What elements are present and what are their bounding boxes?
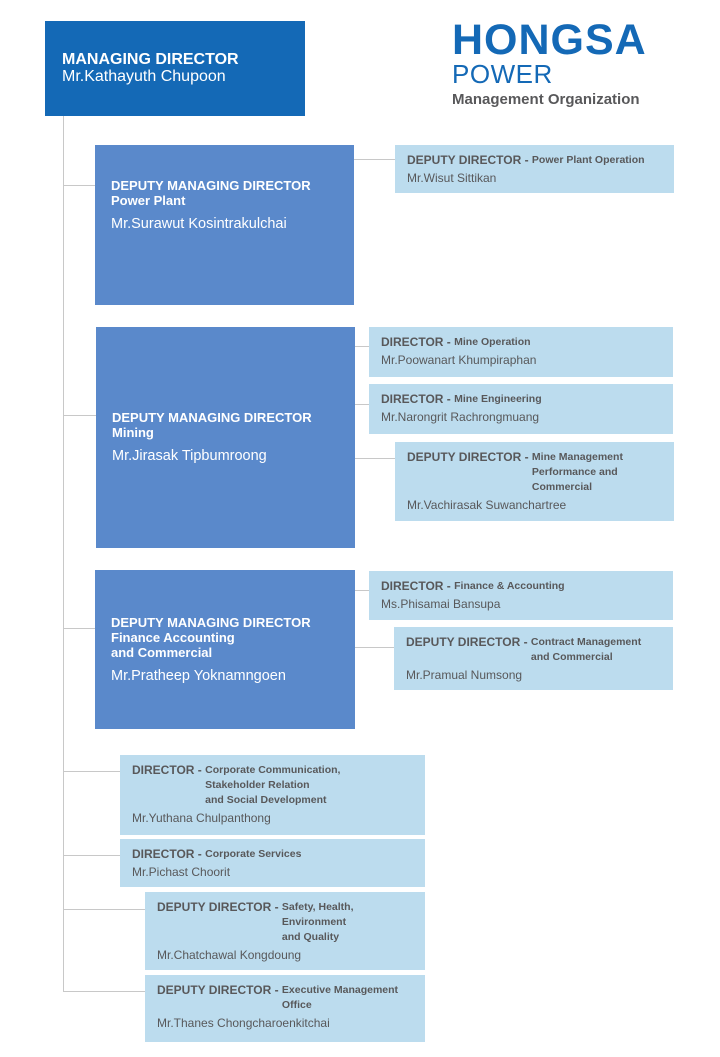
branch-line-mining bbox=[63, 415, 96, 416]
director-box: DIRECTOR - Mine Engineering Mr.Narongrit Rachrongmuang bbox=[369, 384, 673, 434]
director-role: DIRECTOR bbox=[132, 847, 195, 861]
director-name: Mr.Thanes Chongcharoenkitchai bbox=[157, 1016, 330, 1030]
director-box: DEPUTY DIRECTOR - Contract Management and Commercial Mr.Pramual Numsong bbox=[394, 627, 673, 690]
deputy-md-finance-box bbox=[95, 570, 355, 729]
company-logo bbox=[452, 18, 682, 110]
deputy-md-name: Mr.Pratheep Yoknamngoen bbox=[111, 667, 286, 684]
deputy-md-mining-box bbox=[96, 327, 355, 548]
branch-line-corp-services bbox=[63, 855, 120, 856]
director-box: DIRECTOR - Corporate Services Mr.Pichast Choorit bbox=[120, 839, 425, 887]
sub-line-mine-mgmt bbox=[354, 458, 395, 459]
deputy-md-title: DEPUTY MANAGING DIRECTOR Finance Accounting and Commercial bbox=[111, 614, 311, 660]
director-name: Mr.Narongrit Rachrongmuang bbox=[381, 410, 540, 424]
sub-line-pp bbox=[354, 159, 395, 160]
director-role: DIRECTOR bbox=[381, 579, 444, 593]
director-role: DEPUTY DIRECTOR bbox=[406, 635, 521, 649]
director-box: DEPUTY DIRECTOR - Executive Management Office Mr.Thanes Chongcharoenkitchai bbox=[145, 975, 425, 1042]
director-name: Mr.Pichast Choorit bbox=[132, 865, 231, 879]
director-area: Safety, Health, Environment and Quality bbox=[281, 901, 354, 943]
director-area: Executive Management Office bbox=[281, 984, 399, 1011]
deputy-md-power-plant-box bbox=[95, 145, 354, 305]
logo-power-text: POWER bbox=[452, 59, 553, 89]
sub-line-mine-op bbox=[354, 346, 369, 347]
sub-line-mine-eng bbox=[354, 404, 369, 405]
branch-line-finance bbox=[63, 628, 96, 629]
sub-line-contract bbox=[354, 647, 394, 648]
deputy-md-name: Mr.Surawut Kosintrakulchai bbox=[111, 216, 287, 232]
director-box: DEPUTY DIRECTOR - Power Plant Operation Mr.Wisut Sittikan bbox=[395, 145, 674, 193]
branch-line-exec-office bbox=[63, 991, 145, 992]
director-role: DIRECTOR bbox=[132, 763, 195, 777]
chart-subtitle: Management Organization bbox=[452, 91, 640, 108]
director-area: Finance & Accounting bbox=[454, 580, 565, 592]
director-role: DIRECTOR bbox=[381, 335, 444, 349]
deputy-md-title: DEPUTY MANAGING DIRECTOR Mining bbox=[112, 410, 312, 440]
director-name: Ms.Phisamai Bansupa bbox=[381, 597, 501, 611]
director-box: DIRECTOR - Finance & Accounting Ms.Phisamai Bansupa bbox=[369, 571, 673, 620]
director-box: DIRECTOR - Mine Operation Mr.Poowanart Khumpiraphan bbox=[369, 327, 673, 377]
director-area: Contract Management and Commercial bbox=[530, 636, 642, 663]
director-area: Corporate Communication, Stakeholder Relation and Social Development bbox=[205, 764, 341, 806]
deputy-md-name: Mr.Jirasak Tipbumroong bbox=[112, 448, 267, 464]
director-area: Mine Management Performance and Commercial bbox=[531, 451, 623, 493]
director-box: DEPUTY DIRECTOR - Safety, Health, Environment and Quality Mr.Chatchawal Kongdoung bbox=[145, 892, 425, 970]
director-role: DEPUTY DIRECTOR bbox=[407, 153, 522, 167]
director-name: Mr.Vachirasak Suwanchartree bbox=[407, 498, 567, 512]
director-area: Mine Operation bbox=[454, 336, 531, 348]
branch-line-safety bbox=[63, 909, 145, 910]
director-name: Mr.Wisut Sittikan bbox=[407, 171, 497, 185]
deputy-md-title: DEPUTY MANAGING DIRECTOR Power Plant bbox=[111, 178, 311, 208]
managing-director-box bbox=[45, 21, 305, 116]
director-name: Mr.Poowanart Khumpiraphan bbox=[381, 353, 537, 367]
main-trunk-line bbox=[63, 116, 64, 991]
director-name: Mr.Chatchawal Kongdoung bbox=[157, 948, 302, 962]
director-role: DEPUTY DIRECTOR bbox=[407, 450, 522, 464]
director-role: DIRECTOR bbox=[381, 392, 444, 406]
branch-line-corp-comm bbox=[63, 771, 120, 772]
managing-director-name: Mr.Kathayuth Chupoon bbox=[62, 68, 226, 85]
director-role: DEPUTY DIRECTOR bbox=[157, 900, 272, 914]
logo-brand-text: HONGSA bbox=[452, 16, 647, 64]
managing-director-title: MANAGING DIRECTOR bbox=[62, 51, 239, 68]
director-role: DEPUTY DIRECTOR bbox=[157, 983, 272, 997]
director-box: DEPUTY DIRECTOR - Mine Management Performance and Commercial Mr.Vachirasak Suwanchartree bbox=[395, 442, 674, 521]
sub-line-fin-acc bbox=[354, 590, 369, 591]
director-area: Mine Engineering bbox=[454, 393, 542, 405]
director-box: DIRECTOR - Corporate Communication, Stakeholder Relation and Social Development Mr.Yuthana Chulpanthong bbox=[120, 755, 425, 835]
director-area: Corporate Services bbox=[205, 848, 302, 860]
director-area: Power Plant Operation bbox=[531, 154, 645, 166]
director-name: Mr.Pramual Numsong bbox=[406, 668, 523, 682]
branch-line-pp bbox=[63, 185, 96, 186]
director-name: Mr.Yuthana Chulpanthong bbox=[132, 811, 271, 825]
